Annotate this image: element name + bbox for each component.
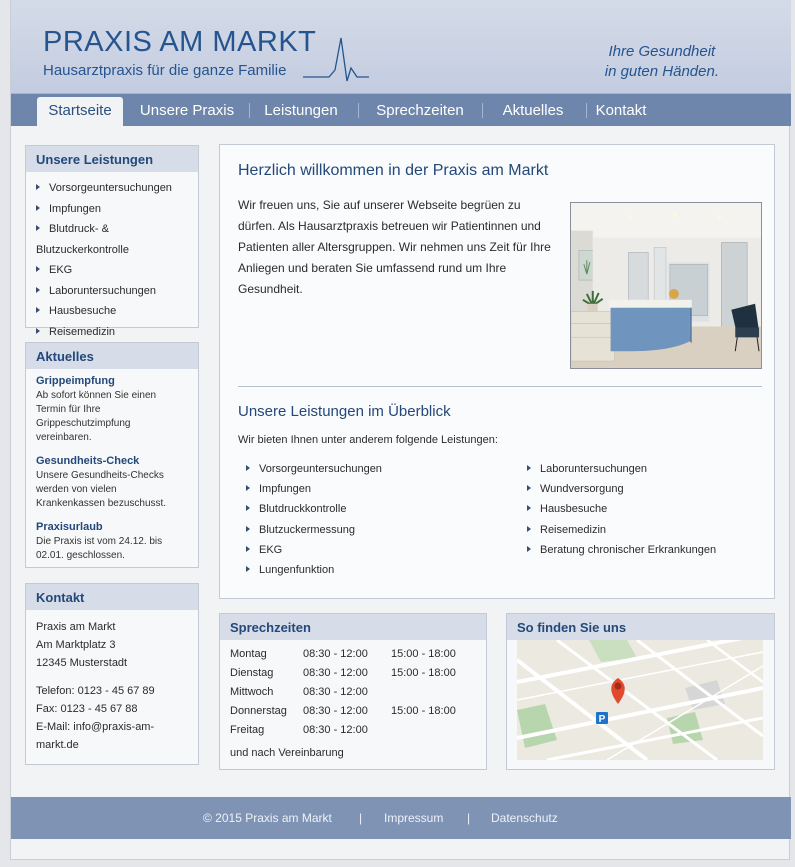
hours-am: 08:30 - 12:00 — [303, 666, 368, 679]
contact-city: 12345 Musterstadt — [36, 657, 128, 669]
news-item-text: Unsere Gesundheits-Checks werden von vielen Krankenkassen bezuschusst. — [36, 470, 167, 509]
sidebar-service-item[interactable] — [36, 199, 198, 220]
bullet-arrow-icon — [246, 526, 250, 532]
news-item-text: Ab sofort können Sie einen Termin für Ihre Grippeschutzimpfung vereinbaren. — [36, 390, 157, 443]
news-item — [36, 375, 188, 445]
main-content — [219, 144, 775, 599]
sidebar-service-item[interactable] — [36, 178, 198, 199]
service-label: Laboruntersuchungen — [540, 463, 648, 475]
hours-table — [230, 644, 456, 763]
nav-separator — [482, 103, 483, 118]
nav-startseite[interactable]: Startseite — [37, 97, 123, 126]
hours-row — [230, 682, 456, 701]
hours-pm: 15:00 - 18:00 — [391, 647, 456, 660]
welcome-text: Wir freuen uns, Sie auf unserer Webseite begrüen zu dürfen. Als Hausarztpraxis betreuen wir Patientinnen und Patienten aller Altersgruppen. Wir nehmen uns Zeit für Ihre Anliegen und beraten Sie umfassend rund um Ihre Gesundheit. — [238, 198, 551, 296]
sidebar-services-list — [26, 172, 198, 342]
service-label: Blutzuckermessung — [259, 523, 355, 536]
service-item — [527, 499, 716, 519]
footer — [11, 797, 791, 839]
sidebar-service-label: Vorsorgeuntersuchungen — [49, 182, 172, 194]
hours-title: Sprechzeiten — [220, 614, 486, 640]
sidebar-service-label: Blutdruck- & Blutzuckerkontrolle — [36, 223, 129, 256]
contact-details — [26, 610, 198, 754]
bullet-arrow-icon — [36, 328, 40, 334]
bullet-arrow-icon — [527, 465, 531, 471]
hours-am: 08:30 - 12:00 — [303, 723, 368, 736]
sidebar-service-label: Impfungen — [49, 202, 101, 215]
services-lead: Wir bieten Ihnen unter anderem folgende Leistungen: — [238, 434, 498, 446]
reception-photo — [570, 202, 762, 369]
services-list-left — [246, 459, 382, 580]
service-item — [246, 479, 382, 499]
parking-label: P — [598, 714, 606, 725]
contact-fax: Fax: 0123 - 45 67 88 — [36, 703, 138, 715]
hours-row — [230, 663, 456, 682]
bullet-arrow-icon — [36, 287, 40, 293]
service-item — [246, 499, 382, 519]
hours-day: Dienstag — [230, 666, 274, 679]
service-label: Reisemedizin — [540, 523, 607, 536]
main-navigation — [11, 94, 791, 126]
hours-row — [230, 701, 456, 720]
sidebar-service-label: EKG — [49, 264, 73, 276]
hours-pm — [391, 682, 456, 701]
nav-kontakt[interactable]: Kontakt — [595, 102, 647, 119]
service-item — [246, 540, 382, 560]
nav-aktuelles[interactable]: Aktuelles — [502, 102, 564, 119]
contact-street: Am Marktplatz 3 — [36, 639, 116, 651]
hours-day: Mittwoch — [230, 685, 274, 698]
bullet-arrow-icon — [246, 505, 250, 511]
nav-sprechzeiten[interactable]: Sprechzeiten — [376, 102, 464, 119]
nav-leistungen[interactable]: Leistungen — [264, 102, 338, 119]
sidebar-news-title: Aktuelles — [26, 343, 198, 369]
location-map[interactable] — [517, 640, 763, 760]
service-item — [527, 520, 716, 540]
bullet-arrow-icon — [36, 205, 40, 211]
footer-separator: | — [359, 811, 363, 825]
contact-email[interactable]: E-Mail: info@praxis-am-markt.de — [36, 721, 155, 751]
slogan — [605, 42, 719, 82]
nav-unsere-praxis[interactable]: Unsere Praxis — [139, 102, 235, 119]
news-item — [36, 521, 188, 563]
service-label: Hausbesuche — [540, 503, 608, 516]
sidebar-service-item[interactable] — [36, 219, 198, 260]
service-label: Wundversorgung — [540, 483, 624, 496]
contact-phone[interactable]: Telefon: 0123 - 45 67 89 — [36, 685, 155, 697]
bullet-arrow-icon — [36, 184, 40, 190]
service-label: Vorsorgeuntersuchungen — [259, 463, 382, 475]
service-label: Blutdruckkontrolle — [259, 503, 347, 516]
sidebar-service-label: Laboruntersuchungen — [49, 284, 157, 297]
site-subtitle: Hausarztpraxis für die ganze Familie — [43, 62, 287, 79]
sidebar-services-title: Unsere Leistungen — [26, 146, 198, 172]
bullet-arrow-icon — [246, 485, 250, 491]
sidebar-service-item[interactable] — [36, 281, 198, 302]
sidebar-news-box — [25, 342, 199, 568]
bullet-arrow-icon — [527, 505, 531, 511]
sidebar-service-label: Reisemedizin — [49, 325, 116, 338]
news-list — [26, 369, 198, 563]
sidebar-service-label: Hausbesuche — [49, 305, 117, 317]
footer-separator: | — [467, 811, 471, 825]
service-item — [246, 520, 382, 540]
sidebar-contact-title: Kontakt — [26, 584, 198, 610]
news-item-title[interactable]: Gesundheits-Check — [36, 455, 140, 467]
service-item — [246, 459, 382, 479]
map-title: So finden Sie uns — [507, 614, 774, 640]
hours-am: 08:30 - 12:00 — [303, 647, 368, 660]
welcome-heading: Herzlich willkommen in der Praxis am Markt — [238, 162, 549, 179]
hours-pm: 15:00 - 18:00 — [391, 704, 456, 717]
footer-datenschutz-link[interactable]: Datenschutz — [491, 811, 558, 825]
hours-am: 08:30 - 12:00 — [303, 704, 368, 717]
service-item — [246, 560, 382, 580]
map-box — [506, 613, 775, 770]
service-label: Lungenfunktion — [259, 564, 335, 577]
hours-day: Freitag — [230, 723, 265, 736]
bullet-arrow-icon — [527, 485, 531, 491]
hours-row — [230, 644, 456, 663]
hours-box — [219, 613, 487, 770]
bullet-arrow-icon — [246, 566, 250, 572]
site-title[interactable]: PRAXIS AM MARKT — [43, 26, 317, 58]
services-heading: Unsere Leistungen im Überblick — [238, 403, 451, 420]
bullet-arrow-icon — [246, 465, 250, 471]
service-item — [527, 540, 716, 560]
service-label: Impfungen — [259, 483, 311, 496]
services-list-right — [527, 459, 716, 560]
sidebar-services-box — [25, 145, 199, 338]
hours-day: Montag — [230, 647, 267, 660]
nav-separator — [249, 103, 250, 118]
service-item — [527, 459, 716, 479]
slogan-line-1: Ihre Gesundheit — [608, 43, 716, 60]
news-item-title[interactable]: Grippeimpfung — [36, 375, 115, 387]
bullet-arrow-icon — [36, 307, 40, 313]
news-item — [36, 455, 188, 511]
content-divider — [238, 386, 762, 387]
sidebar-service-item[interactable] — [36, 301, 198, 322]
news-item-text: Die Praxis ist vom 24.12. bis 02.01. geschlossen. — [36, 536, 163, 561]
bullet-arrow-icon — [527, 546, 531, 552]
header — [11, 0, 791, 94]
sidebar-contact-box — [25, 583, 199, 765]
hours-pm: 15:00 - 18:00 — [391, 666, 456, 679]
footer-impressum-link[interactable]: Impressum — [384, 811, 444, 825]
hours-day: Donnerstag — [230, 704, 287, 717]
contact-name: Praxis am Markt — [36, 621, 116, 633]
news-item-title[interactable]: Praxisurlaub — [36, 521, 103, 533]
hours-pm — [391, 720, 456, 739]
hours-am: 08:30 - 12:00 — [303, 685, 368, 698]
sidebar-service-item[interactable] — [36, 260, 198, 281]
sidebar-service-item[interactable] — [36, 322, 198, 343]
footer-copyright: © 2015 Praxis am Markt — [203, 811, 332, 825]
nav-separator — [358, 103, 359, 118]
service-item — [527, 479, 716, 499]
bullet-arrow-icon — [527, 526, 531, 532]
bullet-arrow-icon — [36, 266, 40, 272]
bullet-arrow-icon — [246, 546, 250, 552]
page — [10, 0, 790, 860]
hours-note: und nach Vereinbarung — [230, 747, 344, 759]
service-label: Beratung chronischer Erkrankungen — [540, 543, 717, 556]
slogan-line-2: in guten Händen. — [604, 63, 719, 80]
heartbeat-icon — [301, 30, 371, 82]
service-label: EKG — [259, 543, 283, 556]
hours-row — [230, 720, 456, 739]
bullet-arrow-icon — [36, 225, 40, 231]
